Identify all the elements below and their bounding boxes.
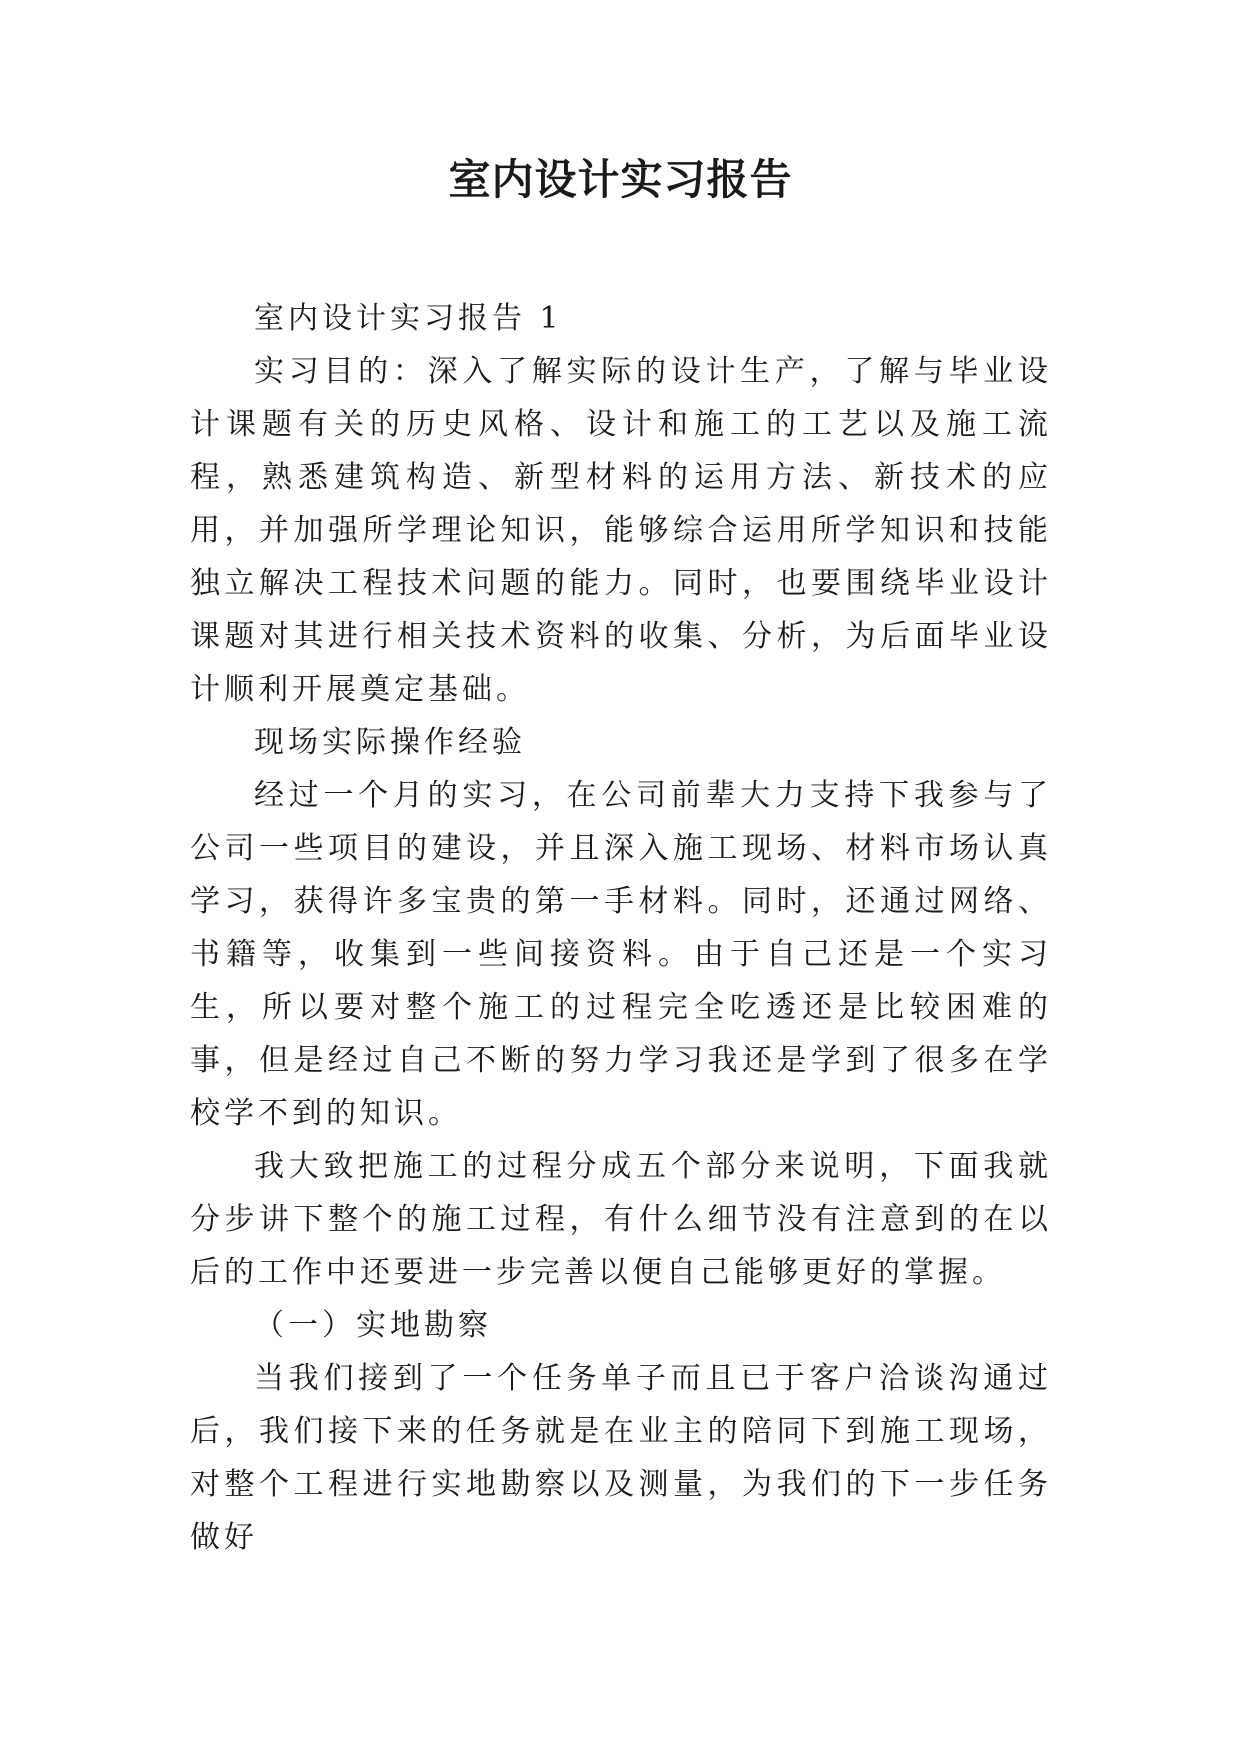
report-subtitle: 室内设计实习报告 1 (254, 301, 563, 336)
section-heading-experience: 现场实际操作经验 (254, 725, 526, 760)
paragraph-internship: 经过一个月的实习，在公司前辈大力支持下我参与了公司一些项目的建设，并且深入施工现场、材料市场认真学习，获得许多宝贵的第一手材料。同时，还通过网络、书籍等，收集到一些间接资料。由于自己还是一个实习生，所以要对整个施工的过程完全吃透还是比较困难的事，但是经过自己不断的努力学习我还是学到了很多在学校学不到的知识。 (190, 778, 1052, 1131)
paragraph-purpose: 实习目的：深入了解实际的设计生产，了解与毕业设计课题有关的历史风格、设计和施工的工艺以及施工流程，熟悉建筑构造、新型材料的运用方法、新技术的应用，并加强所学理论知识，能够综合运用所学知识和技能独立解决工程技术问题的能力。同时，也要围绕毕业设计课题对其进行相关技术资料的收集、分析，为后面毕业设计顺利开展奠定基础。 (190, 354, 1052, 707)
document-title: 室内设计实习报告 (448, 155, 793, 204)
document-body (190, 292, 1052, 1564)
paragraph-survey: 当我们接到了一个任务单子而且已于客户洽谈沟通过后，我们接下来的任务就是在业主的陪同下到施工现场，对整个工程进行实地勘察以及测量，为我们的下一步任务做好 (190, 1361, 1052, 1555)
section-heading-survey: （一）实地勘察 (254, 1308, 492, 1343)
paragraph-overview: 我大致把施工的过程分成五个部分来说明，下面我就分步讲下整个的施工过程，有什么细节没有注意到的在以后的工作中还要进一步完善以便自己能够更好的掌握。 (190, 1149, 1052, 1290)
